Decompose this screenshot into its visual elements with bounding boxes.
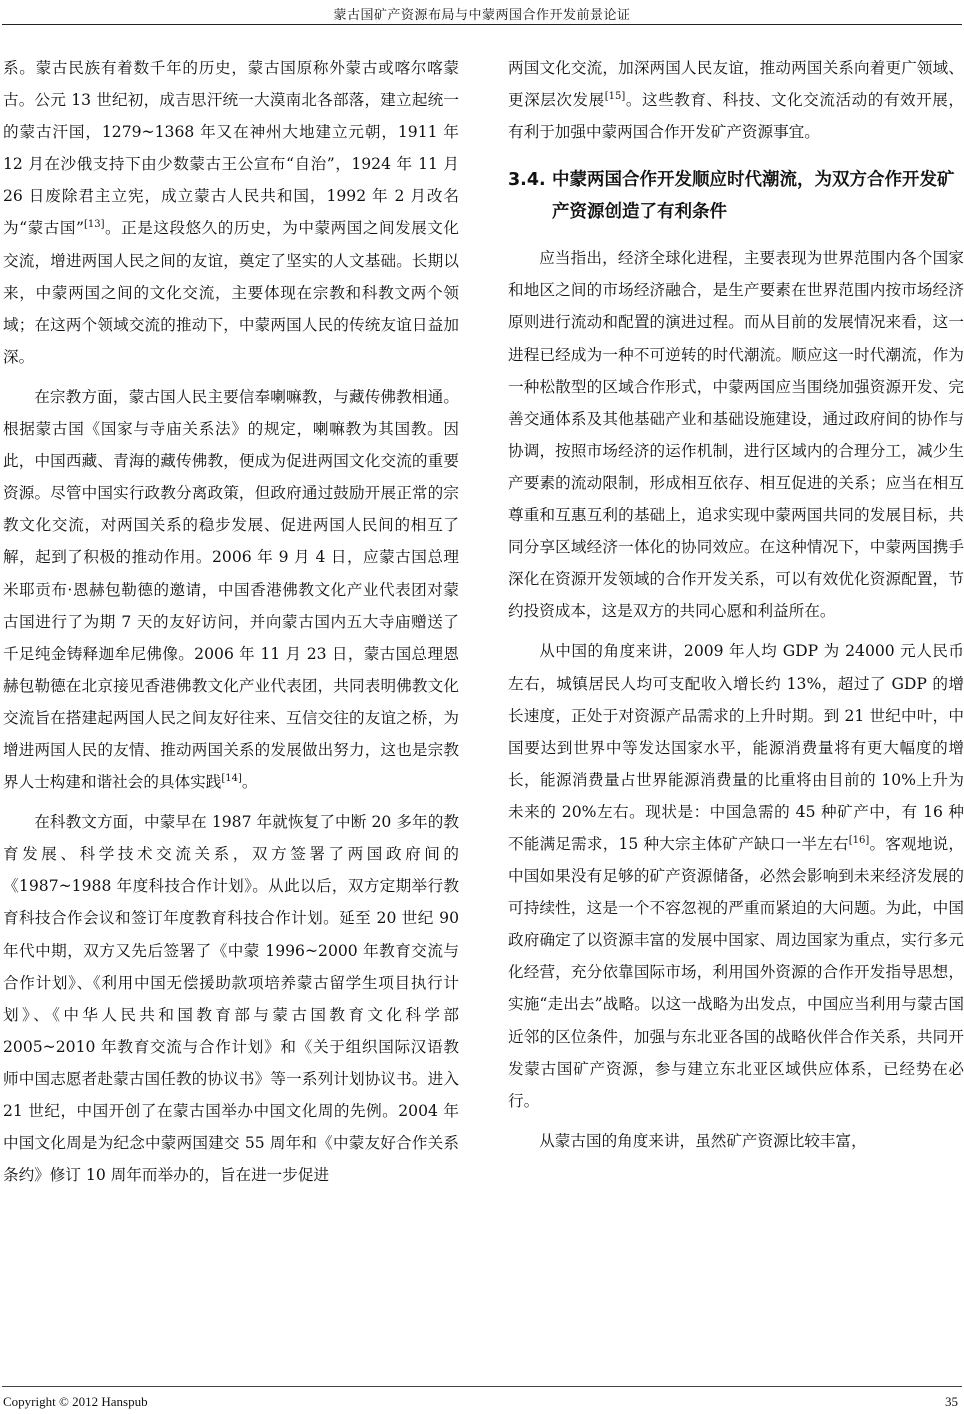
right-p1-tail: 。这些教育、科技、文化交流活动的有效开展，有利于加强中蒙两国合作开发矿产资源事宜。 bbox=[508, 91, 964, 142]
right-paragraph-1 bbox=[508, 52, 964, 148]
citation-13: [13] bbox=[83, 219, 105, 231]
left-paragraph-science-education: 在科教文方面，中蒙早在 1987 年就恢复了中断 20 多年的教育发展、科学技术交流关系，双方签署了两国政府间的《1987~1988 年度科技合作计划》。从此以后，双方定期举行教育科技合作会议和签订年度教育科技合作计划。延至 20 世纪 90 年代中期，双方又先后签署了《中蒙 1996~2000 年教育交流与合作计划》、《利用中国无偿援助款项培养蒙古留学生项目执行计划》、《中华人民共和国教育部与蒙古国教育文化科学部 2005~2010 年教育交流与合作计划》和《关于组织国际汉语教师中国志愿者赴蒙古国任教的协议书》等一系列计划协议书。进入 21 世纪，中国开创了在蒙古国举办中国文化周的先例。2004 年中国文化周是为纪念中蒙两国建交 55 周年和《中蒙友好合作关系条约》修订 10 周年而举办的，旨在进一步促进 bbox=[3, 813, 459, 1185]
page-number: 35 bbox=[945, 1394, 958, 1409]
section-heading-3-4 bbox=[508, 164, 964, 228]
citation-14: [14] bbox=[221, 772, 242, 784]
right-paragraph-mongolia-perspective: 从蒙古国的角度来讲，虽然矿产资源比较丰富， bbox=[539, 1131, 867, 1150]
left-p2-tail: 。 bbox=[241, 773, 258, 792]
left-paragraph-1 bbox=[3, 52, 459, 373]
left-column bbox=[3, 52, 459, 1199]
right-paragraph-globalization: 应当指出，经济全球化进程，主要表现为世界范围内各个国家和地区之间的市场经济融合，是生产要素在世界范围内按市场经济原则进行流动和配置的演进过程。而从目前的发展情况来看，这一进程已经成为一种不可逆转的时代潮流。顺应这一时代潮流，作为一种松散型的区域合作形式，中蒙两国应当围绕加强资源开发、完善交通体系及其他基础产业和基础设施建设，通过政府间的协作与协调，按照市场经济的运作机制，进行区域内的合理分工，减少生产要素的流动限制，形成相互依存、相互促进的关系；应当在相互尊重和互惠互利的基础上，追求实现中蒙两国共同的发展目标，共同分享区域经济一体化的协同效应。在这种情况下，中蒙两国携手深化在资源开发领域的合作开发关系，可以有效优化资源配置，节约投资成本，这是双方的共同心愿和利益所在。 bbox=[508, 249, 964, 621]
header-rule bbox=[2, 24, 962, 25]
right-paragraph-china-perspective bbox=[508, 635, 964, 1116]
right-column bbox=[508, 52, 964, 1165]
citation-16: [16] bbox=[848, 834, 870, 846]
right-p3-text: 从中国的角度来讲，2009 年人均 GDP 为 24000 元人民币左右，城镇居民人均可支配收入增长约 13%，超过了 GDP 的增长速度，正处于对资源产品需求的上升时期。到 21 世纪中叶，中国要达到世界中等发达国家水平，能源消费量将有更大幅度的增长，能源消费量占世界能源消费量的比重将由目前的 10%上升为未来的 20%左右。现状是：中国急需的 45 种矿产中，有 16 种不能满足需求，15 种大宗主体矿产缺口一半左右 bbox=[508, 642, 964, 853]
copyright-notice: Copyright © 2012 Hanspub bbox=[3, 1394, 148, 1409]
right-p3-tail: 。客观地说，中国如果没有足够的矿产资源储备，必然会影响到未来经济发展的可持续性，这是一个不容忽视的严重而紧迫的大问题。为此，中国政府确定了以资源丰富的发展中国家、周边国家为重点，实行多元化经营，充分依靠国际市场，利用国外资源的合作开发指导思想，实施“走出去”战略。以这一战略为出发点，中国应当利用与蒙古国近邻的区位条件，加强与东北亚各国的战略伙伴合作关系，共同开发蒙古国矿产资源，参与建立东北亚区域供应体系，已经势在必行。 bbox=[508, 834, 964, 1110]
section-title: 中蒙两国合作开发顺应时代潮流，为双方合作开发矿产资源创造了有利条件 bbox=[552, 170, 955, 223]
running-header: 蒙古国矿产资源布局与中蒙两国合作开发前景论证 bbox=[333, 8, 631, 23]
right-p1-text: 两国文化交流，加深两国人民友谊，推动两国关系向着更广领域、更深层次发展 bbox=[508, 59, 964, 110]
left-p2-text: 在宗教方面，蒙古国人民主要信奉喇嘛教，与藏传佛教相通。根据蒙古国《国家与寺庙关系法》的规定，喇嘛教为其国教。因此，中国西藏、青海的藏传佛教，便成为促进两国文化交流的重要资源。尽管中国实行政教分离政策，但政府通过鼓励开展正常的宗教文化交流，对两国关系的稳步发展、促进两国人民间的相互了解，起到了积极的推动作用。2006 年 9 月 4 日，应蒙古国总理米耶贡布·恩赫包勒德的邀请，中国香港佛教文化产业代表团对蒙古国进行了为期 7 天的友好访问，并向蒙古国内五大寺庙赠送了千足纯金铸释迦牟尼佛像。2006 年 11 月 23 日，蒙古国总理恩赫包勒德在北京接见香港佛教文化产业代表团，共同表明佛教文化交流旨在搭建起两国人民之间友好往来、互信交往的友谊之桥，为增进两国人民的友情、推动两国关系的发展做出努力，这也是宗教界人士构建和谐社会的具体实践 bbox=[3, 387, 459, 792]
left-paragraph-religion bbox=[3, 381, 459, 798]
left-p1-tail: 。正是这段悠久的历史，为中蒙两国之间发展文化交流，增进两国人民之间的友谊，奠定了坚实的人文基础。长期以来，中蒙两国之间的文化交流，主要体现在宗教和科教文两个领域；在这两个领域交流的推动下，中蒙两国人民的传统友谊日益加深。 bbox=[3, 219, 459, 366]
left-p1-text: 系。蒙古民族有着数千年的历史，蒙古国原称外蒙古或喀尔喀蒙古。公元 13 世纪初，成吉思汗统一大漠南北各部落，建立起统一的蒙古汗国，1279~1368 年又在神州大地建立元朝，1911 年 12 月在沙俄支持下由少数蒙古王公宣布“自治”，1924 年 11 月 26 日废除君主立宪，成立蒙古人民共和国，1992 年 2 月改名为“蒙古国” bbox=[3, 59, 459, 238]
citation-15: [15] bbox=[604, 90, 626, 102]
footer-rule bbox=[2, 1386, 962, 1387]
section-number: 3.4. bbox=[508, 170, 546, 191]
